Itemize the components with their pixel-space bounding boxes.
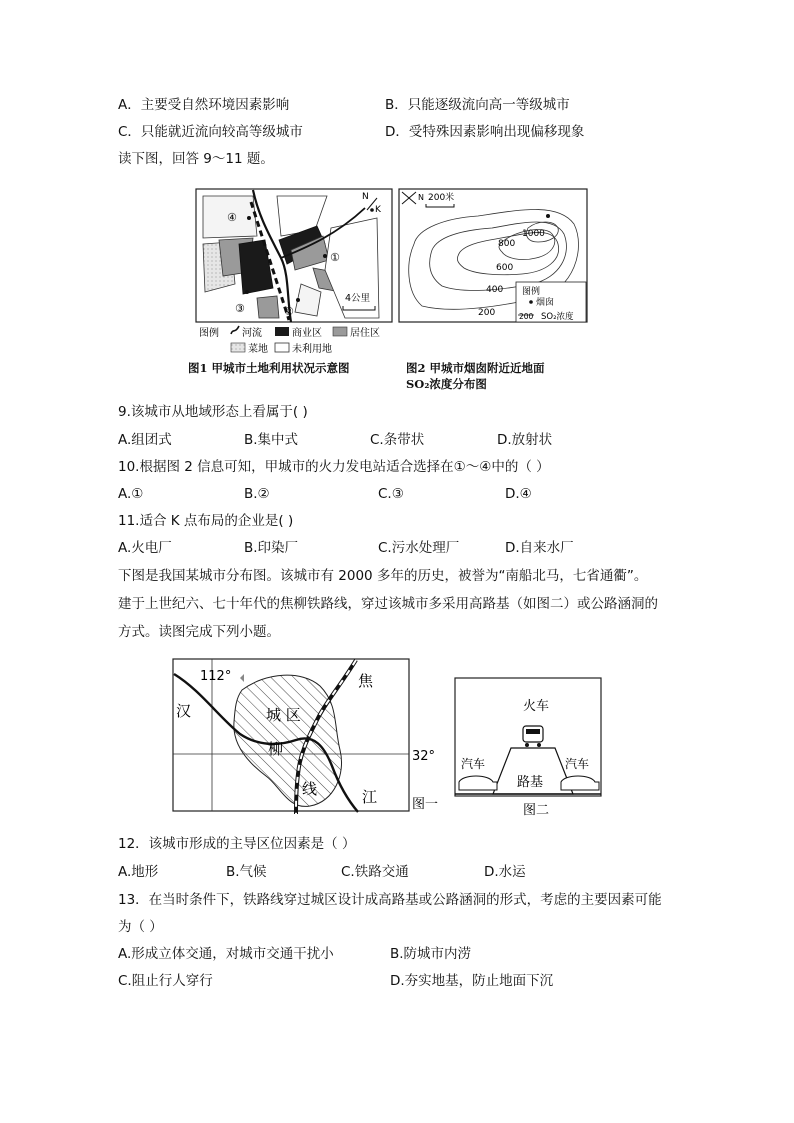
figure-label-1: 图一 — [412, 797, 439, 812]
q11-stem: 11.适合 K 点布局的企业是( ) — [118, 513, 294, 529]
longitude-label: 112° — [200, 669, 232, 684]
q8-option-c: C．只能就近流向较高等级城市 — [118, 124, 303, 140]
q13-stem-line2: 为（ ） — [118, 919, 163, 935]
q8-option-b: B．只能逐级流向高一等级城市 — [385, 97, 570, 113]
q13-option-b: B.防城市内涝 — [390, 946, 472, 962]
han-label: 汉 — [176, 702, 192, 720]
commercial-legend-swatch — [275, 327, 289, 336]
q12-option-b: B.气候 — [226, 864, 267, 880]
unused-legend-swatch — [275, 343, 289, 352]
marker-2: ② — [284, 305, 294, 318]
residential-legend-swatch — [333, 327, 347, 336]
intro-12-13-line1: 下图是我国某城市分布图。该城市有 2000 多年的历史，被誉为“南船北马，七省通衢”。 — [118, 568, 648, 584]
figure2-caption-line1: 图2 甲城市烟囱附近近地面 — [406, 361, 545, 375]
legend-title: 图例 — [199, 328, 219, 339]
legend-so2-value: 200 — [519, 312, 534, 321]
contour-label-400: 400 — [486, 285, 504, 295]
q13-stem-line1: 13．在当时条件下，铁路线穿过城区设计成高路基或公路涵洞的形式，考虑的主要因素可能 — [118, 892, 662, 908]
q10-stem: 10.根据图 2 信息可知，甲城市的火力发电站适合选择在①～④中的（ ） — [118, 459, 550, 475]
q10-option-d: D.④ — [505, 486, 532, 502]
car-right-label: 汽车 — [565, 757, 590, 771]
q9-option-b: B.集中式 — [244, 432, 299, 448]
contour-label-800: 800 — [498, 239, 516, 249]
legend-river: 河流 — [242, 328, 262, 339]
contour-label-600: 600 — [496, 263, 514, 273]
figure2-so2-map — [398, 188, 588, 324]
marker-3: ③ — [235, 302, 245, 315]
legend-so2: SO₂浓度 — [541, 312, 574, 322]
q13-option-a: A.形成立体交通，对城市交通干扰小 — [118, 946, 334, 962]
scale-label: 4公里 — [345, 293, 371, 304]
q9-option-a: A.组团式 — [118, 432, 172, 448]
q11-option-d: D.自来水厂 — [505, 540, 574, 556]
legend-vegetable: 菜地 — [248, 344, 268, 355]
car-left-label: 汽车 — [461, 757, 486, 771]
liu-label: 柳 — [268, 740, 284, 758]
legend-residential: 居住区 — [350, 328, 380, 339]
city-distribution-map — [170, 656, 442, 818]
jiao-label: 焦 — [358, 672, 374, 690]
legend-commercial: 商业区 — [292, 328, 322, 339]
q12-stem: 12．该城市形成的主导区位因素是（ ） — [118, 836, 356, 852]
jiang-label: 江 — [362, 788, 378, 806]
contour-label-200: 200 — [478, 308, 496, 318]
contour-label-1000: 1000 — [522, 229, 545, 239]
q11-option-a: A.火电厂 — [118, 540, 172, 556]
q9-stem: 9.该城市从地域形态上看属于( ) — [118, 404, 308, 420]
residential-area — [257, 296, 279, 318]
figure1-land-use-map — [195, 188, 395, 358]
north-label: N — [362, 192, 369, 202]
q10-option-b: B.② — [244, 486, 270, 502]
q13-option-d: D.夯实地基，防止地面下沉 — [390, 973, 554, 989]
train-label: 火车 — [523, 699, 550, 714]
roadbed-label: 路基 — [517, 775, 544, 790]
q8-option-a: A．主要受自然环境因素影响 — [118, 97, 290, 113]
river-legend-icon — [231, 326, 239, 334]
xian-label: 线 — [302, 780, 318, 798]
k-point-label: K — [375, 205, 381, 215]
figure1-caption: 图1 甲城市土地利用状况示意图 — [188, 361, 350, 375]
intro-9-11: 读下图，回答 9～11 题。 — [118, 151, 274, 167]
q8-option-d: D．受特殊因素影响出现偏移现象 — [385, 124, 585, 140]
figure-label-2: 图二 — [523, 803, 550, 818]
chimney-icon — [546, 214, 550, 218]
roadbed-diagram — [453, 676, 613, 818]
north-label: N — [418, 193, 424, 202]
marker-1: ① — [330, 251, 340, 264]
marker-4: ④ — [227, 211, 237, 224]
vegetable-legend-swatch — [231, 343, 245, 352]
legend-chimney: 烟囱 — [536, 298, 555, 308]
q10-option-a: A.① — [118, 486, 144, 502]
latitude-label: 32° — [412, 749, 436, 764]
urban-area-label: 城 区 — [266, 706, 301, 724]
q12-option-c: C.铁路交通 — [341, 864, 409, 880]
scale-label: 200米 — [428, 193, 455, 203]
q12-option-d: D.水运 — [484, 864, 526, 880]
q10-option-c: C.③ — [378, 486, 404, 502]
q12-option-a: A.地形 — [118, 864, 159, 880]
q9-option-c: C.条带状 — [370, 432, 425, 448]
intro-12-13-line3: 方式。读图完成下列小题。 — [118, 624, 280, 640]
figure2-caption-line2: SO₂浓度分布图 — [406, 377, 487, 391]
legend-title: 图例 — [522, 287, 541, 297]
q11-option-c: C.污水处理厂 — [378, 540, 460, 556]
q9-option-d: D.放射状 — [497, 432, 553, 448]
q11-option-b: B.印染厂 — [244, 540, 299, 556]
legend-unused: 未利用地 — [292, 344, 332, 355]
intro-12-13-line2: 建于上世纪六、七十年代的焦柳铁路线，穿过该城市多采用高路基（如图二）或公路涵洞的 — [118, 596, 658, 612]
q13-option-c: C.阻止行人穿行 — [118, 973, 213, 989]
